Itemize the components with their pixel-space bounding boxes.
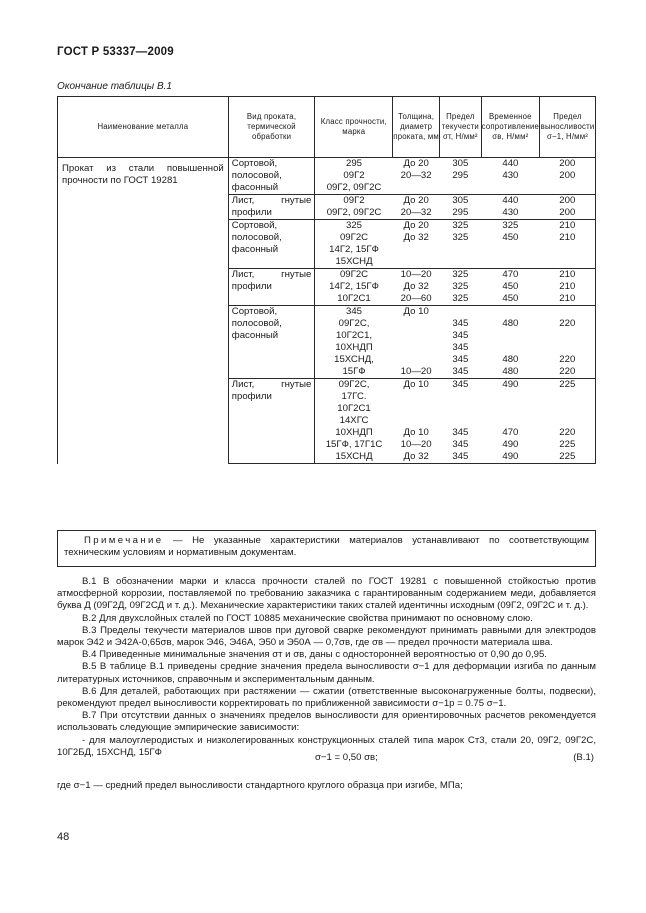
grade-cell: 09Г2С 14Г2, 15ГФ 10Г2С1 <box>315 269 393 306</box>
paragraph: В.1 В обозначении марки и класса прочности сталей по ГОСТ 19281 с повышенной стойкостью против атмосферной коррозии, поставляемой по требованию заказчика с гарантированным содержанием меди, добавляется буква Д (09Г2Д, 09Г2СД и т. д.). Механические характеристики таких сталей идентичны исходным (09Г2, 09Г2С и т. д.). <box>57 576 596 612</box>
type-cell: Лист, гнутые профили <box>228 195 315 220</box>
endurance-cell: 220 220 220 <box>540 306 596 379</box>
endurance-cell: 200 200 <box>540 158 596 195</box>
grade-cell: 325 09Г2С 14Г2, 15ГФ 15ХСНД <box>315 220 393 269</box>
header-kind: Вид проката, термической обработки <box>228 97 315 158</box>
metal-name-cell: Прокат из стали повышенной прочности по ГОСТ 19281 <box>58 158 229 464</box>
type-cell: Сортовой, полосовой, фасонный <box>228 306 315 379</box>
header-endurance: Предел выносливости σ−1, Н/мм² <box>540 97 596 158</box>
paragraph: - для малоуглеродистых и низколегированных конструкционных сталей типа марок Ст3, стали 20, 09Г2, 09Г2С, 10Г2БД, 15ХСНД, 15ГФ <box>57 734 596 758</box>
thickness-cell: До 10 10—20 <box>393 306 440 379</box>
table-caption: Окончание таблицы В.1 <box>57 81 172 92</box>
formula-number: (В.1) <box>573 752 594 763</box>
note-text: — Не указанные характеристики материалов устанавливают по соответствующим техническим условиям и нормативным документам. <box>64 535 589 558</box>
tensile-cell: 440 430 <box>502 158 519 181</box>
formula-expression: σ−1 = 0,50 σв; <box>315 752 378 763</box>
header-tensile: Временное сопротивление σв, Н/мм² <box>481 97 539 158</box>
yield-cell: 325 325 <box>440 220 482 269</box>
header-metal: Наименование металла <box>58 97 229 158</box>
grade-cell: 295 09Г2 09Г2, 09Г2С <box>326 158 382 193</box>
type-cell: Лист, гнутые профили <box>228 379 315 464</box>
header-thickness: Толщина, диаметр проката, мм <box>393 97 440 158</box>
properties-table <box>57 96 596 464</box>
endurance-cell: 210 210 <box>540 220 596 269</box>
tensile-cell: 470 450 450 <box>481 269 539 306</box>
grade-cell: 09Г2 09Г2, 09Г2С <box>315 195 393 220</box>
thickness-cell: До 10 До 10 10—20 До 32 <box>393 379 440 464</box>
type-cell: Сортовой, полосовой, фасонный <box>228 158 315 195</box>
paragraph: В.5 В таблице В.1 приведены средние значения предела выносливости σ−1 для деформации изгиба по данным литературных источников, справочным и экспериментальным данным. <box>57 661 596 685</box>
header-grade: Класс прочности, марка <box>315 97 393 158</box>
paragraph: В.2 Для двухслойных сталей по ГОСТ 10885 механические свойства принимают по основному слою. <box>82 612 533 624</box>
grade-cell: 09Г2С, 17ГС. 10Г2С1 14ХГС 10ХНДП 15ГФ, 17Г1С 15ХСНД <box>315 379 393 464</box>
table-note <box>57 530 596 567</box>
table-header-row <box>58 97 596 158</box>
yield-cell: 345 345 345 345 <box>440 379 482 464</box>
yield-cell: 305 295 <box>452 158 469 181</box>
table-row <box>58 158 596 195</box>
tensile-cell: 325 450 <box>481 220 539 269</box>
thickness-cell: До 20 До 32 <box>393 220 440 269</box>
tensile-cell: 440 430 <box>481 195 539 220</box>
type-cell: Сортовой, полосовой, фасонный <box>228 220 315 269</box>
paragraph: В.3 Пределы текучести материалов швов при дуговой сварке рекомендуют принимать равными для электродов марок Э42 и Э42А-0,65σв, марок Э46, Э46А, Э50 и Э50А — 0,7σв, где σв — предел прочности материала шва. <box>57 624 596 649</box>
yield-cell: 345 345 345 345 345 <box>440 306 482 379</box>
thickness-cell: До 20 20—32 <box>400 158 432 181</box>
endurance-cell: 225 220 225 225 <box>540 379 596 464</box>
tensile-cell: 490 470 490 490 <box>481 379 539 464</box>
tensile-cell: 480 480 480 <box>481 306 539 379</box>
paragraph: В.6 Для деталей, работающих при растяжении — сжатии (ответственные высоконагруженные болты, подвески), рекомендуют предел выносливости корректировать по приближенной зависимости σ−1р = 0.75 σ−1. <box>57 685 596 710</box>
body-text <box>57 576 596 759</box>
yield-cell: 325 325 325 <box>440 269 482 306</box>
endurance-cell: 200 200 <box>540 195 596 220</box>
formula-explanation: где σ−1 — средний предел выносливости стандартного круглого образца при изгибе, МПа; <box>57 780 463 791</box>
note-label: Примечание <box>84 535 164 546</box>
header-yield: Предел текучести σт, Н/мм² <box>440 97 482 158</box>
document-header: ГОСТ Р 53337—2009 <box>57 46 174 58</box>
grade-cell: 345 09Г2С, 10Г2С1, 10ХНДП 15ХСНД, 15ГФ <box>315 306 393 379</box>
paragraph: В.4 Приведенные минимальные значения σт и σв, даны с односторонней вероятностью от 0,90 до 0,95. <box>82 649 547 661</box>
thickness-cell: 10—20 До 32 20—60 <box>393 269 440 306</box>
yield-cell: 305 295 <box>440 195 482 220</box>
paragraph: В.7 При отсутствии данных о значениях пределов выносливости для ориентировочных расчетов рекомендуется использовать следующие эмпирические зависимости: <box>57 710 596 734</box>
type-cell: Лист, гнутые профили <box>228 269 315 306</box>
endurance-cell: 210 210 210 <box>540 269 596 306</box>
page-number: 48 <box>57 831 70 843</box>
thickness-cell: До 20 20—32 <box>393 195 440 220</box>
